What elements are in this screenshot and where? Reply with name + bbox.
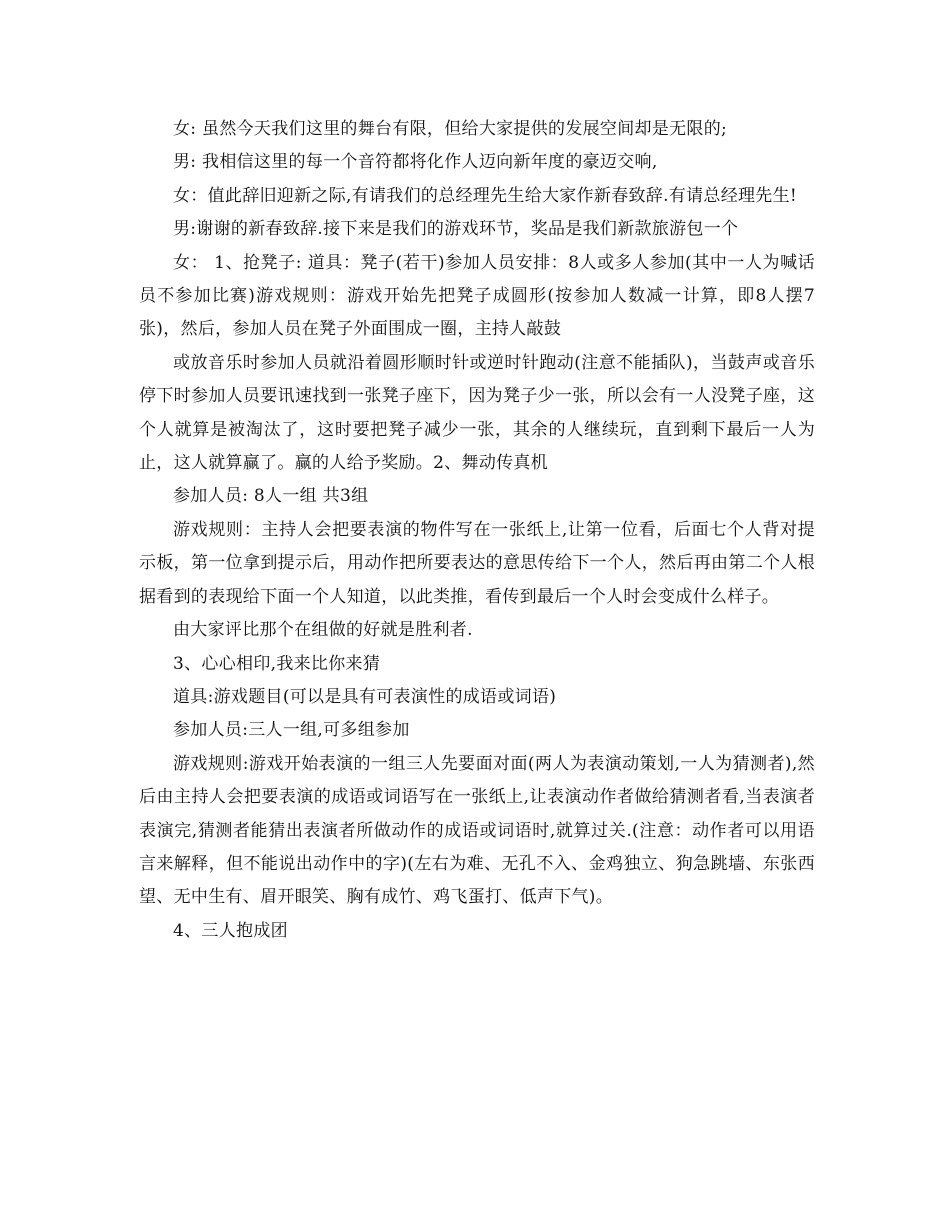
paragraph-3: 女：值此辞旧迎新之际,有请我们的总经理先生给大家作新春致辞.有请总经理先生!	[173, 185, 798, 206]
paragraph-9: 由大家评比那个在组做的好就是胜利者.	[173, 620, 473, 641]
paragraph-13: 游戏规则:游戏开始表演的一组三人先要面对面(两人为表演动策划,一人为猜测者),然后由主持人会把要表演的成语或词语写在一张纸上,让表演动作者做给猜测者看,当表演者表演完,猜测者能猜出表演者所做动作的成语或词语时,就算过关.(注意：动作者可以用语言来解释，但不能说出动作中的字)(左右为难、无孔不入、金鸡独立、狗急跳墙、东张西望、无中生有、眉开眼笑、胸有成竹、鸡飞蛋打、低声下气)。	[139, 753, 815, 908]
paragraph-6: 或放音乐时参加人员就沿着圆形顺时针或逆时针跑动(注意不能插队)，当鼓声或音乐停下时参加人员要讯速找到一张凳子座下，因为凳子少一张，所以会有一人没凳子座，这个人就算是被淘汰了，这时要把凳子减少一张，其余的人继续玩，直到剩下最后一人为止，这人就算赢了。赢的人给予奖励。2、舞动传真机	[139, 352, 815, 474]
document-body	[139, 113, 815, 948]
paragraph-4: 男:谢谢的新春致辞.接下来是我们的游戏环节，奖品是我们新款旅游包一个	[173, 219, 739, 240]
paragraph-1: 女: 虽然今天我们这里的舞台有限，但给大家提供的发展空间却是无限的;	[173, 119, 728, 139]
paragraph-12: 参加人员:三人一组,可多组参加	[173, 720, 410, 741]
paragraph-11: 道具:游戏题目(可以是具有可表演性的成语或词语)	[173, 686, 557, 707]
section-heading-3: 3、心心相印,我来比你来猜	[173, 653, 381, 674]
paragraph-5: 女： 1、抢凳子: 道具：凳子(若干)参加人员安排：8人或多人参加(其中一人为喊话员不参加比赛)游戏规则：游戏开始先把凳子成圆形(按参加人数减一计算，即8人摆7张)，然后，参加人员在凳子外面围成一圈，主持人敲鼓	[139, 252, 815, 340]
paragraph-8: 游戏规则：主持人会把要表演的物件写在一张纸上,让第一位看，后面七个人背对提示板，第一位拿到提示后，用动作把所要表达的意思传给下一个人，然后再由第二个人根据看到的表现给下面一个人知道，以此类推，看传到最后一个人时会变成什么样子。	[139, 519, 815, 607]
paragraph-2: 男: 我相信这里的每一个音符都将化作人迈向新年度的豪迈交响,	[173, 152, 658, 173]
paragraph-7: 参加人员: 8人一组 共3组	[173, 486, 369, 507]
section-heading-4: 4、三人抱成团	[173, 920, 288, 941]
